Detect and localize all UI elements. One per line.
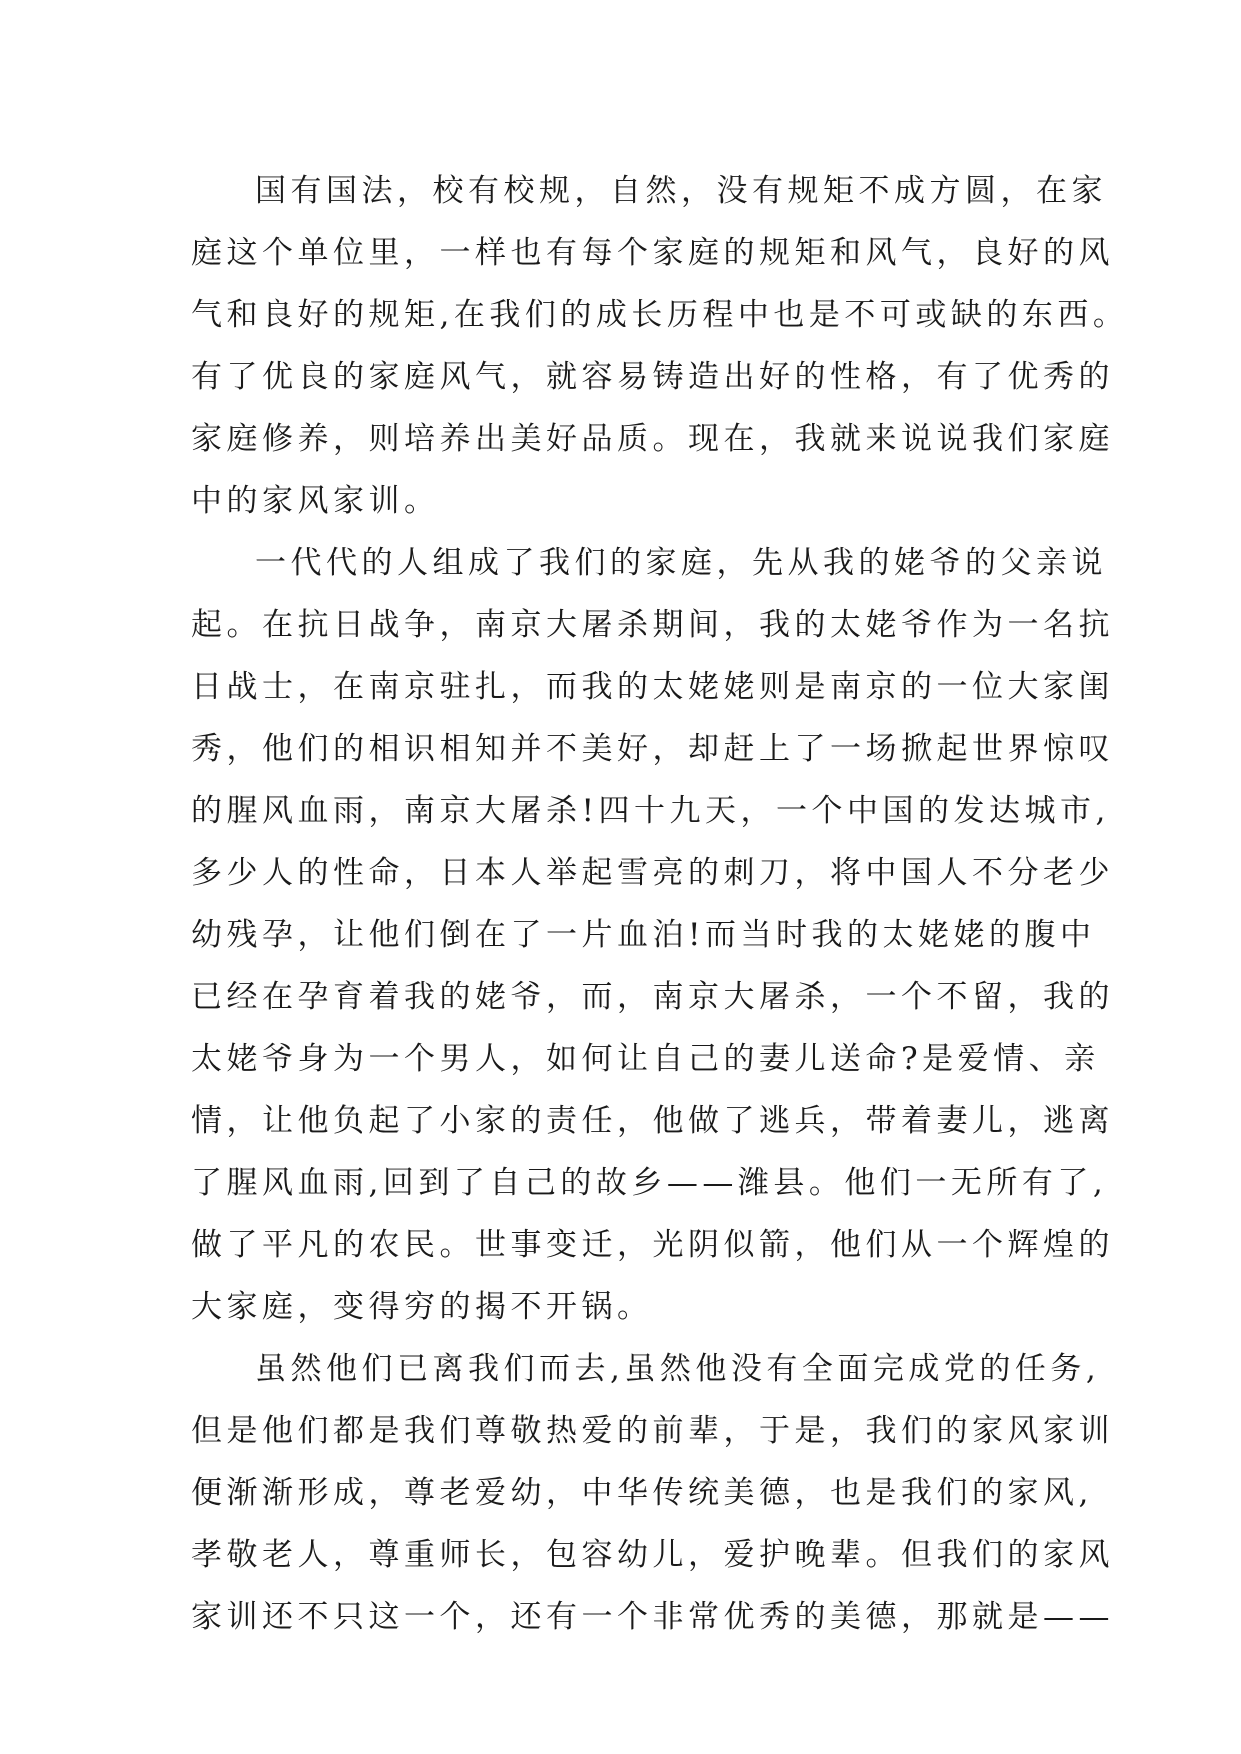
paragraph-2-line-2: 起。在抗日战争，南京大屠杀期间，我的太姥爷作为一名抗 xyxy=(191,607,1114,643)
paragraph-3-line-3: 便渐渐形成，尊老爱幼，中华传统美德，也是我们的家风, xyxy=(191,1475,1093,1511)
paragraph-2-line-13: 大家庭，变得穷的揭不开锅。 xyxy=(191,1289,653,1325)
paragraph-3-line-2: 但是他们都是我们尊敬热爱的前辈，于是，我们的家风家训 xyxy=(191,1413,1114,1449)
paragraph-2-line-1: 一代代的人组成了我们的家庭，先从我的姥爷的父亲说 xyxy=(255,545,1107,581)
paragraph-2-line-10: 情，让他负起了小家的责任，他做了逃兵，带着妻儿，逃离 xyxy=(191,1103,1114,1139)
paragraph-2-line-5: 的腥风血雨，南京大屠杀!四十九天，一个中国的发达城市, xyxy=(191,793,1110,829)
paragraph-1-line-2: 庭这个单位里，一样也有每个家庭的规矩和风气，良好的风 xyxy=(191,235,1114,271)
paragraph-3-line-4: 孝敬老人，尊重师长，包容幼儿，爱护晚辈。但我们的家风 xyxy=(191,1537,1114,1573)
paragraph-1-line-3: 气和良好的规矩,在我们的成长历程中也是不可或缺的东西。 xyxy=(191,297,1129,333)
paragraph-1-line-1: 国有国法，校有校规，自然，没有规矩不成方圆，在家 xyxy=(255,173,1107,209)
body-text xyxy=(191,160,1129,1648)
paragraph-2-line-4: 秀，他们的相识相知并不美好，却赶上了一场掀起世界惊叹 xyxy=(191,731,1114,767)
paragraph-1-line-4: 有了优良的家庭风气，就容易铸造出好的性格，有了优秀的 xyxy=(191,359,1114,395)
paragraph-2-line-3: 日战士，在南京驻扎，而我的太姥姥则是南京的一位大家闺 xyxy=(191,669,1114,705)
paragraph-2-line-12: 做了平凡的农民。世事变迁，光阴似箭，他们从一个辉煌的 xyxy=(191,1227,1114,1263)
paragraph-3-line-5: 家训还不只这一个，还有一个非常优秀的美德，那就是—— xyxy=(191,1599,1114,1635)
paragraph-1-line-6: 中的家风家训。 xyxy=(191,483,440,519)
paragraph-2-line-9: 太姥爷身为一个男人，如何让自己的妻儿送命?是爱情、亲 xyxy=(191,1041,1100,1077)
paragraph-2-line-6: 多少人的性命，日本人举起雪亮的刺刀，将中国人不分老少 xyxy=(191,855,1114,891)
paragraph-1-line-5: 家庭修养，则培养出美好品质。现在，我就来说说我们家庭 xyxy=(191,421,1114,457)
paragraph-3-line-1: 虽然他们已离我们而去,虽然他没有全面完成党的任务, xyxy=(255,1351,1101,1387)
paragraph-2-line-11: 了腥风血雨,回到了自己的故乡——潍县。他们一无所有了, xyxy=(191,1165,1108,1201)
paragraph-2-line-7: 幼残孕，让他们倒在了一片血泊!而当时我的太姥姥的腹中 xyxy=(191,917,1096,953)
paragraph-2-line-8: 已经在孕育着我的姥爷，而，南京大屠杀，一个不留，我的 xyxy=(191,979,1114,1015)
